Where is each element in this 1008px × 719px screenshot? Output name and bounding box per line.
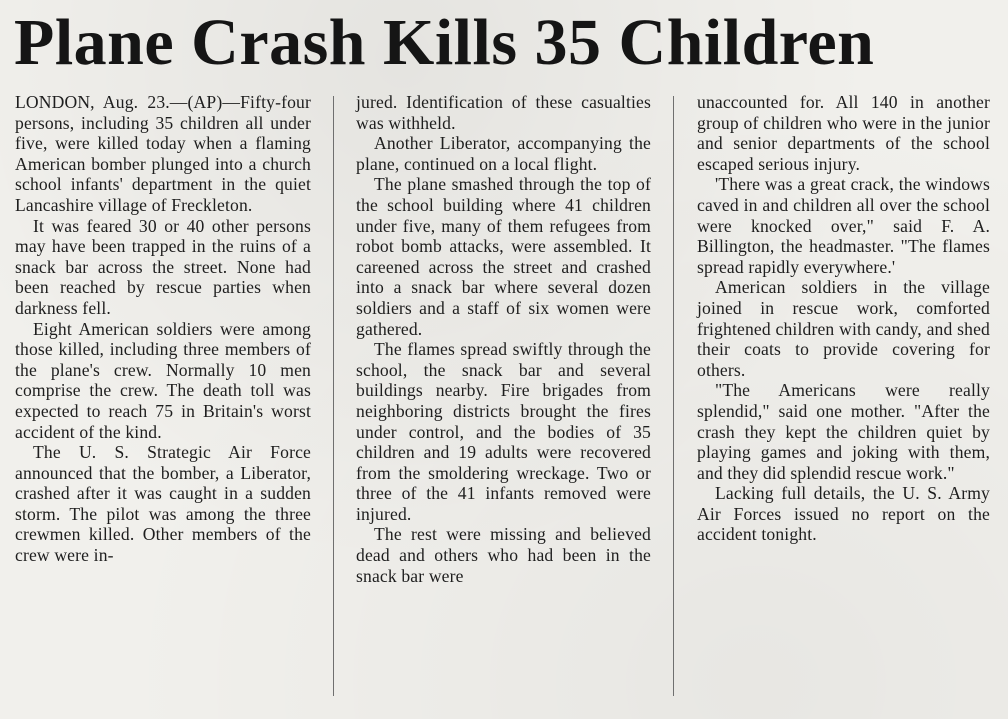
paragraph: 'There was a great crack, the windows caved in and children all over the school were knocked over," said F. A. Billington, the headmaster. "The flames spread rapidly everywhere.' — [697, 174, 990, 277]
paragraph: "The Americans were really splendid," said one mother. "After the crash they kept the children quiet by playing games and joking with them, and they did splendid rescue work." — [697, 380, 990, 483]
paragraph: The flames spread swiftly through the school, the snack bar and several buildings nearby. Fire brigades from neighboring districts brought the fires under control, and the bodies of 35 children and 19 adults were recovered from the smoldering wreckage. Two or three of the 41 infants removed were injured. — [356, 339, 651, 524]
paragraph: American soldiers in the village joined in rescue work, comforted frightened children with candy, and shed their coats to provide covering for others. — [697, 277, 990, 380]
headline: Plane Crash Kills 35 Children — [14, 6, 875, 79]
article-column-2 — [356, 92, 651, 586]
column-divider — [673, 96, 674, 696]
paragraph: It was feared 30 or 40 other persons may have been trapped in the ruins of a snack bar across the street. None had been reached by rescue parties when darkness fell. — [15, 215, 311, 318]
paragraph: Another Liberator, accompanying the plane, continued on a local flight. — [356, 133, 651, 174]
article-column-3 — [697, 92, 990, 545]
paragraph: Eight American soldiers were among those killed, including three members of the plane's crew. Normally 10 men comprise the crew. The death toll was expected to reach 75 in Britain's worst accident of the kind. — [15, 318, 311, 442]
paragraph: unaccounted for. All 140 in another group of children who were in the junior and senior departments of the school escaped serious injury. — [697, 92, 990, 174]
column-divider — [333, 96, 334, 696]
paragraph: jured. Identification of these casualties was withheld. — [356, 92, 651, 133]
article-column-1 — [15, 92, 311, 566]
paragraph: Lacking full details, the U. S. Army Air Forces issued no report on the accident tonight. — [697, 483, 990, 545]
paragraph: The plane smashed through the top of the school building where 41 children under five, many of them refugees from robot bomb attacks, were assembled. It careened across the street and crashed into a snack bar where several dozen soldiers and a staff of six women were gathered. — [356, 174, 651, 339]
paragraph: The rest were missing and believed dead and others who had been in the snack bar were — [356, 524, 651, 586]
paragraph: The U. S. Strategic Air Force announced that the bomber, a Liberator, crashed after it was caught in a sudden storm. The pilot was among the three crewmen killed. Other members of the crew were in- — [15, 442, 311, 566]
paragraph: LONDON, Aug. 23.—(AP)—Fifty-four persons, including 35 children all under five, were killed today when a flaming American bomber plunged into a church school infants' department in the quiet Lancashire village of Freckleton. — [15, 92, 311, 215]
